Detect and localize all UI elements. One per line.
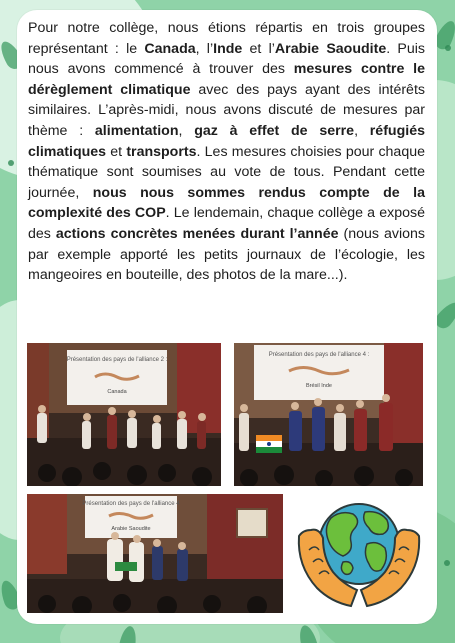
article-segment: . Le lendemain, chaque collège a exposé des	[28, 205, 425, 242]
article-segment: ,	[354, 122, 370, 139]
article-segment: et l’	[242, 40, 275, 57]
article-segment: (nous avions par exemple apporté les petits journaux de l’écologie, les mangeoires en bouteille, des photos de la mare...).	[28, 225, 425, 284]
photo-brazil-india-presentation	[234, 343, 423, 486]
globe-in-hands-illustration	[295, 496, 423, 612]
article-segment: et	[106, 143, 127, 160]
slide-title: Présentation des pays de l'alliance 4 :	[268, 352, 370, 358]
slide-title: Présentation des pays de l'alliance 2 :	[66, 357, 168, 363]
article-bold-segment: gaz à effet de serre	[194, 122, 355, 139]
slide-subtitle: Canada	[107, 389, 127, 395]
content-card	[17, 10, 437, 624]
article-segment: , l’	[195, 40, 214, 57]
article-bold-segment: Canada	[144, 40, 196, 57]
photo-saudi-arabia-presentation	[27, 494, 283, 613]
article-bold-segment: mesures contre le dérèglement climatique	[28, 61, 425, 98]
article-bold-segment: réfugiés climatiques	[28, 122, 425, 160]
article-segment: . Puis nous avons commencé à trouver des	[28, 40, 426, 78]
article-segment: . Les mesures choisies pour chaque thématique sont soumises au vote de tous. Pendant cette journée,	[28, 143, 425, 201]
article-segment: Pour notre collège, nous étions répartis en trois groupes représentant : le	[28, 20, 425, 57]
article-bold-segment: actions concrètes menées durant l’année	[55, 225, 339, 242]
slide-subtitle: Brésil Inde	[306, 383, 332, 389]
article-bold-segment: nous nous sommes rendus compte de la complexité des COP	[28, 184, 425, 222]
article-segment: ,	[178, 122, 195, 139]
article-bold-segment: Arabie Saoudite	[274, 40, 387, 57]
article-segment: avec des pays ayant des intérêts similaires. L’après-midi, nous avons discuté de mesures par thème :	[28, 81, 425, 139]
article-text	[28, 18, 425, 286]
article-bold-segment: transports	[126, 143, 197, 160]
article-bold-segment: alimentation	[94, 122, 179, 139]
slide-title: Présentation des pays de l'alliance 4	[82, 501, 180, 507]
slide-subtitle: Arabie Saoudite	[111, 526, 151, 532]
photo-canada-presentation	[27, 343, 221, 486]
article-bold-segment: Inde	[213, 40, 243, 57]
